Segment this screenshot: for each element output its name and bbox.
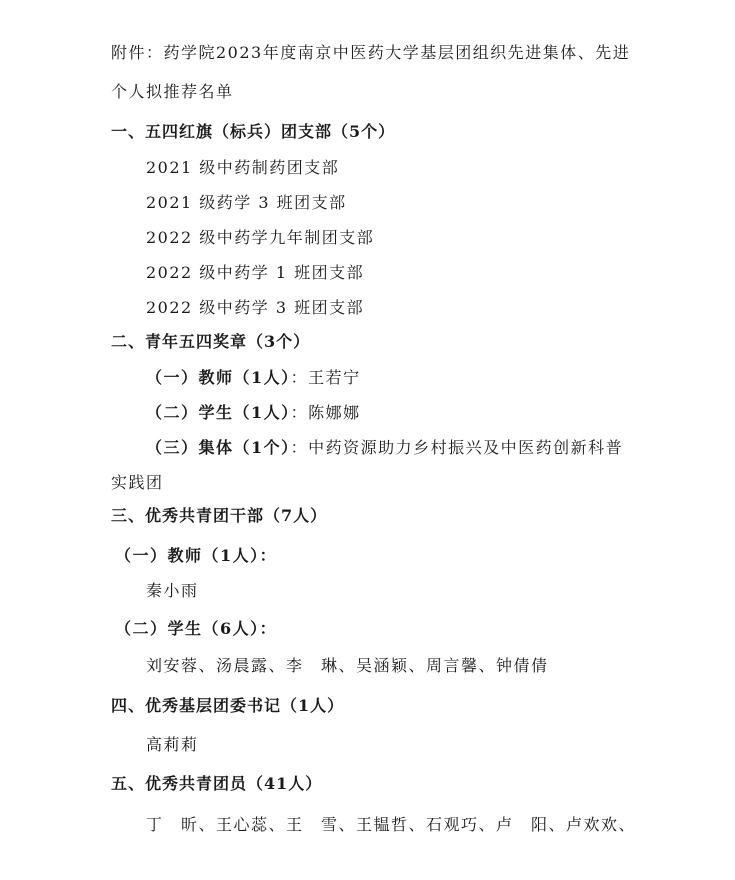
- section5-title: 五、优秀共青团员（41人）: [111, 774, 323, 793]
- section2-group-row: [146, 438, 623, 458]
- section2-group-value-cont: 实践团: [111, 473, 164, 492]
- section3-student-value: 刘安蓉、汤晨露、李 琳、吴涵颖、周言馨、钟倩倩: [146, 656, 549, 675]
- section1-item-2: 2021 级药学 3 班团支部: [146, 193, 347, 212]
- section2-teacher-row: [146, 368, 361, 388]
- section2-group-label: （三）集体（1个）: [146, 438, 291, 457]
- section2-student-row: [146, 403, 361, 423]
- section3-teacher-value: 秦小雨: [146, 581, 199, 600]
- section1-item-5: 2022 级中药学 3 班团支部: [146, 298, 365, 317]
- section2-title: 二、青年五四奖章（3个）: [111, 332, 311, 351]
- section2-student-label: （二）学生（1人）: [146, 403, 291, 422]
- attachment-line-1: 附件：药学院2023年度南京中医药大学基层团组织先进集体、先进: [111, 43, 631, 62]
- section2-student-value: ：陈娜娜: [290, 403, 361, 422]
- section4-title: 四、优秀基层团委书记（1人）: [111, 696, 345, 715]
- section3-student-label: （二）学生（6人）：: [115, 619, 278, 638]
- section1-title: 一、五四红旗（标兵）团支部（5个）: [111, 122, 396, 141]
- section2-teacher-label: （一）教师（1人）: [146, 368, 291, 387]
- section3-title: 三、优秀共青团干部（7人）: [111, 506, 328, 525]
- section4-value: 高莉莉: [146, 735, 199, 754]
- section1-item-3: 2022 级中药学九年制团支部: [146, 228, 375, 247]
- section3-teacher-label: （一）教师（1人）：: [115, 546, 278, 565]
- section1-item-4: 2022 级中药学 1 班团支部: [146, 263, 365, 282]
- attachment-line-2: 个人拟推荐名单: [111, 82, 234, 101]
- section5-value: 丁 昕、王心蕊、王 雪、王韫哲、石观巧、卢 阳、卢欢欢、: [146, 815, 637, 834]
- section2-group-value: ：中药资源助力乡村振兴及中医药创新科普: [290, 438, 624, 457]
- section1-item-1: 2021 级中药制药团支部: [146, 158, 340, 177]
- section2-teacher-value: ：王若宁: [290, 368, 361, 387]
